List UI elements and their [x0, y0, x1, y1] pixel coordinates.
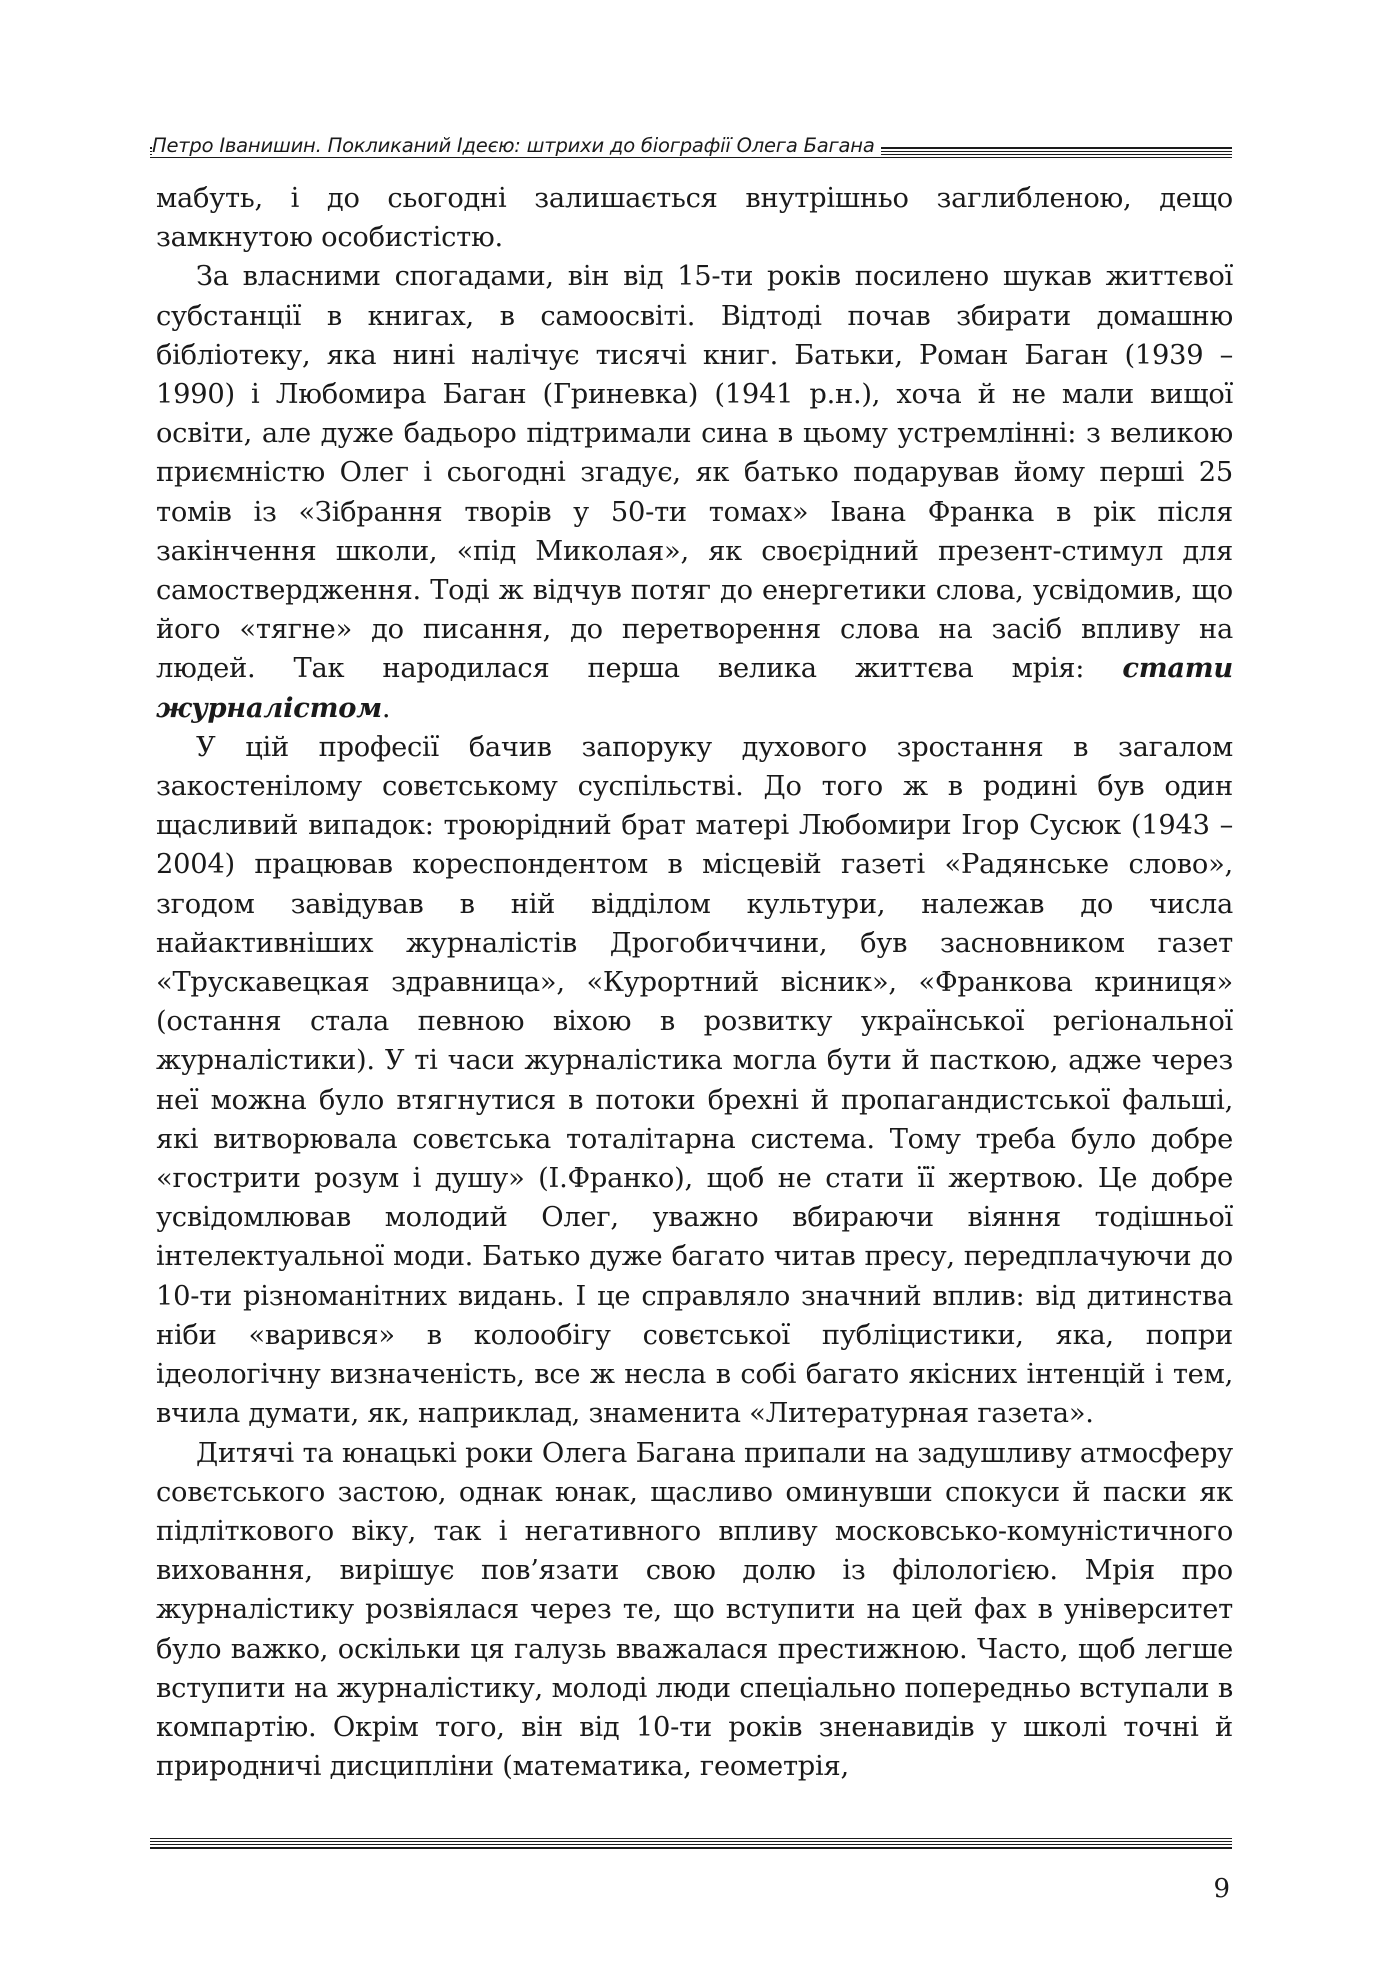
footer-rules [150, 1838, 1232, 1856]
paragraph-1 [156, 179, 1233, 257]
body-text [156, 179, 1233, 1786]
footer-rule-1 [150, 1838, 1232, 1839]
paragraph-3-text: У цій професії бачив запоруку духового зростання в загалом закостенілому совєтському суспільстві. До того ж в родині був один щасливий випадок: троюрідний брат матері Любомири Ігор Сусюк (1943 – 2004) працював кореспондентом в місцевій газеті «Радянське слово», згодом завідував в ній відділом культури, належав до числа найактивніших журналістів Дрогобиччини, був засновником газет «Трускавецкая здравница», «Курортний вісник», «Франкова криниця» (остання стала певною віхою в розвитку української регіональної журналістики). У ті часи журналістика могла бути й пасткою, адже через неї можна було втягнутися в потоки брехні й пропагандистської фальші, які витворювала совєтська тоталітарна система. Тому треба було добре «гострити розум і душу» (І.Франко), щоб не стати її жертвою. Це добре усвідомлював молодий Олег, уважно вбираючи віяння тодішньої інтелектуальної моди. Батько дуже багато читав пресу, передплачуючи до 10-ти різноманітних видань. І це справляло значний вплив: від дитинства ніби «варився» в колообігу совєтської публіцистики, яка, попри ідеологічну визначеність, все ж несла в собі багато якісних інтенцій і тем, вчила думати, як, наприклад, знаменита «Литературная газета». [156, 731, 1233, 1430]
paragraph-1-text: мабуть, і до сьогодні залишається внутрішньо заглибленою, дещо замкнутою особистістю. [156, 183, 1233, 254]
paragraph-2-end: . [381, 692, 391, 724]
paragraph-2 [156, 257, 1233, 727]
header-rule-4 [150, 157, 1232, 158]
footer-rule-4 [150, 1847, 1232, 1849]
footer-rule-2 [150, 1841, 1232, 1842]
paragraph-2-text: За власними спогадами, він від 15-ти років посилено шукав життєвої субстанції в книгах, в самоосвіті. Відтоді почав збирати домашню бібліотеку, яка нині налічує тисячі книг. Батьки, Роман Баган (1939 – 1990) і Любомира Баган (Гриневка) (1941 р.н.), хоча й не мали вищої освіти, але дуже бадьоро підтримали сина в цьому устремлінні: з великою приємністю Олег і сьогодні згадує, як батько подарував йому перші 25 томів із «Зібрання творів у 50-ти томах» Івана Франка в рік після закінчення школи, «під Миколая», як своєрідний презент-стимул для самоствердження. Тоді ж відчув потяг до енергетики слова, усвідомив, що його «тягне» до писання, до перетворення слова на засіб впливу на людей. Так народилася перша велика життєва мрія: [156, 261, 1233, 685]
running-head-text: Петро Іванишин. Покликаний Ідеєю: штрихи до біографії Олега Багана [152, 134, 881, 157]
running-head [150, 132, 1232, 162]
paragraph-4 [156, 1434, 1233, 1787]
paragraph-4-text: Дитячі та юнацькі роки Олега Багана припали на задушливу атмосферу совєтського застою, однак юнак, щасливо оминувши спокуси й паски як підліткового віку, так і негативного впливу московсько-комуністичного виховання, вирішує пов’язати свою долю із філологією. Мрія про журналістику розвіялася через те, що вступити на цей фах в університет було важко, оскільки ця галузь вважалася престижною. Часто, щоб легше вступити на журналістику, молоді люди спеціально попередньо вступали в компартію. Окрім того, він від 10-ти років зненавидів у школі точні й природничі дисципліни (математика, геометрія, [156, 1437, 1233, 1783]
footer-rule-3 [150, 1844, 1232, 1845]
emphasis-phrase: стати журналістом [156, 652, 1233, 724]
paragraph-3 [156, 728, 1233, 1434]
page-number: 9 [1213, 1874, 1230, 1904]
